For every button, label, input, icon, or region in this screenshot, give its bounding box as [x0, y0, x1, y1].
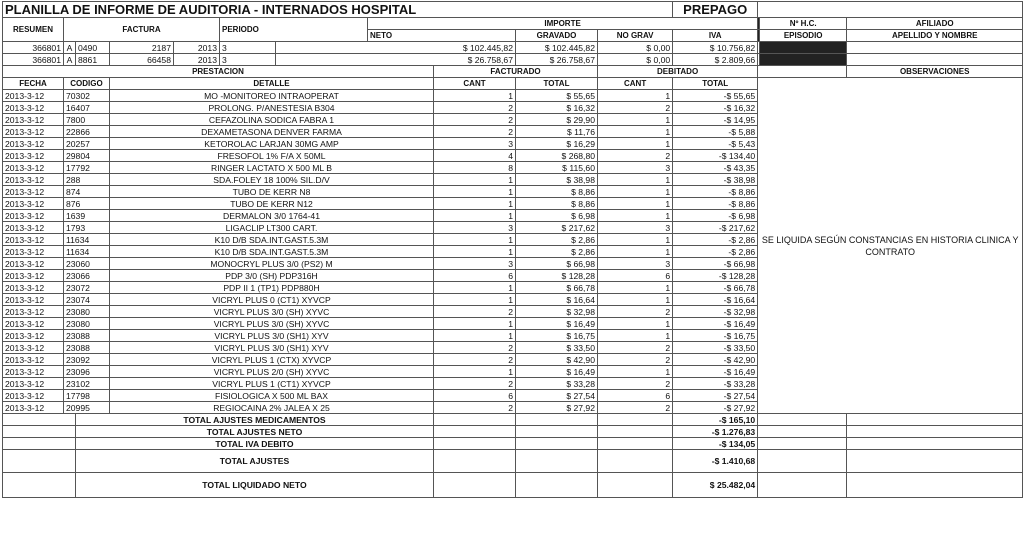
blank — [434, 414, 516, 426]
item-facturado-cant: 3 — [434, 138, 516, 150]
factura-header: FACTURA — [64, 18, 220, 42]
column-header-row — [3, 78, 1023, 90]
blank — [758, 473, 847, 498]
item-facturado-cant: 1 — [434, 282, 516, 294]
total-ajustes-medicamentos-label: TOTAL AJUSTES MEDICAMENTOS — [76, 414, 434, 426]
blank — [847, 473, 1023, 498]
prestacion-header: PRESTACION — [3, 66, 434, 78]
blank — [598, 414, 673, 426]
item-fecha: 2013-3-12 — [3, 162, 64, 174]
item-facturado-total: $ 2,86 — [516, 234, 598, 246]
invoice-month: 3 — [220, 54, 276, 66]
item-fecha: 2013-3-12 — [3, 390, 64, 402]
item-detalle: PDP 3/0 (SH) PDP316H — [110, 270, 434, 282]
item-detalle: KETOROLAC LARJAN 30MG AMP — [110, 138, 434, 150]
item-fecha: 2013-3-12 — [3, 378, 64, 390]
gravado-header: GRAVADO — [516, 30, 598, 42]
item-debitado-cant: 1 — [598, 366, 673, 378]
item-fecha: 2013-3-12 — [3, 102, 64, 114]
item-detalle: VICRYL PLUS 0 (CT1) XYVCP — [110, 294, 434, 306]
item-fecha: 2013-3-12 — [3, 342, 64, 354]
item-facturado-total: $ 27,54 — [516, 390, 598, 402]
item-fecha: 2013-3-12 — [3, 114, 64, 126]
item-facturado-total: $ 6,98 — [516, 210, 598, 222]
item-facturado-total: $ 16,49 — [516, 318, 598, 330]
invoice-row — [3, 54, 1023, 66]
invoice-nhc-blank — [847, 42, 1023, 54]
item-detalle: K10 D/B SDA.INT.GAST.5.3M — [110, 246, 434, 258]
item-codigo: 23066 — [64, 270, 110, 282]
item-detalle: VICRYL PLUS 2/0 (SH) XYVC — [110, 366, 434, 378]
apellido-header: APELLIDO Y NOMBRE — [847, 30, 1023, 42]
item-codigo: 23072 — [64, 282, 110, 294]
item-detalle: MONOCRYL PLUS 3/0 (PS2) M — [110, 258, 434, 270]
item-debitado-cant: 6 — [598, 390, 673, 402]
item-codigo: 876 — [64, 198, 110, 210]
invoice-year: 2013 — [174, 42, 220, 54]
header-row-1 — [3, 18, 1023, 30]
item-codigo: 7800 — [64, 114, 110, 126]
item-debitado-total: -$ 27,54 — [673, 390, 758, 402]
item-facturado-total: $ 27,92 — [516, 402, 598, 414]
total-liquidado-neto-label: TOTAL LIQUIDADO NETO — [76, 473, 434, 498]
item-debitado-total: -$ 5,88 — [673, 126, 758, 138]
item-facturado-total: $ 8,86 — [516, 198, 598, 210]
item-fecha: 2013-3-12 — [3, 150, 64, 162]
item-facturado-cant: 3 — [434, 258, 516, 270]
item-facturado-total: $ 8,86 — [516, 186, 598, 198]
blank — [516, 450, 598, 473]
invoice-type: A — [64, 54, 76, 66]
blank — [758, 450, 847, 473]
item-facturado-cant: 1 — [434, 246, 516, 258]
item-debitado-total: -$ 55,65 — [673, 90, 758, 102]
item-facturado-cant: 2 — [434, 354, 516, 366]
item-debitado-total: -$ 16,49 — [673, 318, 758, 330]
item-debitado-total: -$ 38,98 — [673, 174, 758, 186]
item-debitado-total: -$ 217,62 — [673, 222, 758, 234]
item-facturado-total: $ 2,86 — [516, 246, 598, 258]
invoice-point: 0490 — [76, 42, 110, 54]
invoice-number: 66458 — [110, 54, 174, 66]
observaciones-header: OBSERVACIONES — [847, 66, 1023, 78]
item-debitado-cant: 1 — [598, 138, 673, 150]
item-debitado-total: -$ 66,98 — [673, 258, 758, 270]
item-detalle: K10 D/B SDA.INT.GAST.5.3M — [110, 234, 434, 246]
invoice-neto: $ 26.758,67 — [276, 54, 516, 66]
blank — [434, 450, 516, 473]
item-debitado-cant: 2 — [598, 354, 673, 366]
item-facturado-total: $ 16,75 — [516, 330, 598, 342]
item-fecha: 2013-3-12 — [3, 138, 64, 150]
item-facturado-cant: 8 — [434, 162, 516, 174]
report-title: PLANILLA DE INFORME DE AUDITORIA - INTERNADOS HOSPITAL — [3, 2, 673, 18]
item-facturado-total: $ 268,80 — [516, 150, 598, 162]
item-debitado-cant: 1 — [598, 294, 673, 306]
resumen-header: RESUMEN — [3, 18, 64, 42]
item-facturado-cant: 1 — [434, 174, 516, 186]
item-debitado-cant: 1 — [598, 198, 673, 210]
item-codigo: 23096 — [64, 366, 110, 378]
item-codigo: 11634 — [64, 246, 110, 258]
blank — [3, 438, 76, 450]
item-detalle: VICRYL PLUS 1 (CT1) XYVCP — [110, 378, 434, 390]
item-debitado-cant: 2 — [598, 306, 673, 318]
blank — [516, 438, 598, 450]
item-codigo: 11634 — [64, 234, 110, 246]
item-facturado-total: $ 217,62 — [516, 222, 598, 234]
item-facturado-cant: 2 — [434, 306, 516, 318]
blank — [758, 414, 847, 426]
blank — [434, 426, 516, 438]
item-codigo: 17792 — [64, 162, 110, 174]
item-debitado-cant: 6 — [598, 270, 673, 282]
audit-report-sheet — [2, 1, 1023, 498]
item-debitado-cant: 1 — [598, 234, 673, 246]
item-facturado-cant: 1 — [434, 366, 516, 378]
item-detalle: SDA.FOLEY 18 100% SIL.D/V — [110, 174, 434, 186]
total-ajustes — [3, 450, 1023, 473]
item-codigo: 23102 — [64, 378, 110, 390]
item-codigo: 22866 — [64, 126, 110, 138]
afiliado-header: AFILIADO — [847, 18, 1023, 30]
total-ajustes-neto-value: -$ 1.276,83 — [673, 426, 758, 438]
item-fecha: 2013-3-12 — [3, 222, 64, 234]
item-debitado-total: -$ 33,50 — [673, 342, 758, 354]
invoice-number: 2187 — [110, 42, 174, 54]
item-facturado-cant: 1 — [434, 318, 516, 330]
item-debitado-cant: 3 — [598, 258, 673, 270]
plan-label: PREPAGO — [673, 2, 758, 18]
item-debitado-total: -$ 32,98 — [673, 306, 758, 318]
item-facturado-cant: 3 — [434, 222, 516, 234]
blank — [3, 426, 76, 438]
item-codigo: 23088 — [64, 330, 110, 342]
item-debitado-total: -$ 66,78 — [673, 282, 758, 294]
item-facturado-cant: 1 — [434, 210, 516, 222]
invoice-resumen: 366801 — [3, 42, 64, 54]
item-fecha: 2013-3-12 — [3, 198, 64, 210]
invoice-iva: $ 2.809,66 — [673, 54, 758, 66]
item-facturado-cant: 2 — [434, 102, 516, 114]
blank — [3, 450, 76, 473]
item-debitado-cant: 1 — [598, 126, 673, 138]
total-ajustes-label: TOTAL AJUSTES — [76, 450, 434, 473]
item-debitado-total: -$ 16,75 — [673, 330, 758, 342]
item-debitado-cant: 1 — [598, 246, 673, 258]
item-fecha: 2013-3-12 — [3, 258, 64, 270]
item-fecha: 2013-3-12 — [3, 354, 64, 366]
item-detalle: DERMALON 3/0 1764-41 — [110, 210, 434, 222]
item-facturado-cant: 2 — [434, 402, 516, 414]
item-fecha: 2013-3-12 — [3, 186, 64, 198]
item-facturado-total: $ 29,90 — [516, 114, 598, 126]
item-facturado-total: $ 16,29 — [516, 138, 598, 150]
observation-text: SE LIQUIDA SEGÚN CONSTANCIAS EN HISTORIA CLINICA Y CONTRATO — [758, 78, 1023, 414]
invoice-gravado: $ 26.758,67 — [516, 54, 598, 66]
item-debitado-total: -$ 16,49 — [673, 366, 758, 378]
item-detalle: VICRYL PLUS 3/0 (SH1) XYV — [110, 342, 434, 354]
item-facturado-total: $ 11,76 — [516, 126, 598, 138]
item-codigo: 20995 — [64, 402, 110, 414]
item-facturado-cant: 1 — [434, 234, 516, 246]
item-codigo: 16407 — [64, 102, 110, 114]
item-debitado-cant: 2 — [598, 378, 673, 390]
item-debitado-total: -$ 14,95 — [673, 114, 758, 126]
total-liquidado-neto — [3, 473, 1023, 498]
item-codigo: 20257 — [64, 138, 110, 150]
item-facturado-cant: 2 — [434, 114, 516, 126]
item-fecha: 2013-3-12 — [3, 246, 64, 258]
item-detalle: LIGACLIP LT300 CART. — [110, 222, 434, 234]
item-debitado-cant: 1 — [598, 210, 673, 222]
blank — [847, 414, 1023, 426]
item-debitado-total: -$ 6,98 — [673, 210, 758, 222]
item-debitado-cant: 2 — [598, 150, 673, 162]
item-facturado-total: $ 16,32 — [516, 102, 598, 114]
item-facturado-cant: 1 — [434, 90, 516, 102]
total-iva-debito — [3, 438, 1023, 450]
item-fecha: 2013-3-12 — [3, 318, 64, 330]
codigo-header: CODIGO — [64, 78, 110, 90]
item-facturado-total: $ 55,65 — [516, 90, 598, 102]
blank — [758, 426, 847, 438]
item-debitado-total: -$ 16,32 — [673, 102, 758, 114]
item-facturado-total: $ 33,28 — [516, 378, 598, 390]
item-debitado-total: -$ 8,86 — [673, 198, 758, 210]
item-detalle: FISIOLOGICA X 500 ML BAX — [110, 390, 434, 402]
total-iva-debito-value: -$ 134,05 — [673, 438, 758, 450]
total-iva-debito-label: TOTAL IVA DEBITO — [76, 438, 434, 450]
item-detalle: VICRYL PLUS 3/0 (SH) XYVC — [110, 306, 434, 318]
blank — [847, 438, 1023, 450]
item-facturado-cant: 2 — [434, 342, 516, 354]
title-blank — [758, 2, 1023, 18]
item-debitado-total: -$ 134,40 — [673, 150, 758, 162]
item-detalle: VICRYL PLUS 3/0 (SH) XYVC — [110, 318, 434, 330]
item-codigo: 1793 — [64, 222, 110, 234]
item-facturado-total: $ 16,49 — [516, 366, 598, 378]
item-fecha: 2013-3-12 — [3, 210, 64, 222]
item-codigo: 288 — [64, 174, 110, 186]
item-codigo: 23060 — [64, 258, 110, 270]
item-codigo: 23092 — [64, 354, 110, 366]
blank — [847, 450, 1023, 473]
total-ajustes-neto — [3, 426, 1023, 438]
total-liquidado-neto-value: $ 25.482,04 — [673, 473, 758, 498]
item-debitado-cant: 1 — [598, 114, 673, 126]
invoice-resumen: 366801 — [3, 54, 64, 66]
item-detalle: TUBO DE KERR N8 — [110, 186, 434, 198]
item-codigo: 874 — [64, 186, 110, 198]
item-debitado-cant: 1 — [598, 186, 673, 198]
item-debitado-cant: 2 — [598, 402, 673, 414]
item-detalle: CEFAZOLINA SODICA FABRA 1 — [110, 114, 434, 126]
item-debitado-total: -$ 43,35 — [673, 162, 758, 174]
item-detalle: TUBO DE KERR N12 — [110, 198, 434, 210]
blank — [847, 426, 1023, 438]
item-debitado-total: -$ 5,43 — [673, 138, 758, 150]
facturado-header: FACTURADO — [434, 66, 598, 78]
item-facturado-total: $ 33,50 — [516, 342, 598, 354]
nhc-header: Nº H.C. — [760, 18, 847, 30]
facturado-total-header: TOTAL — [516, 78, 598, 90]
item-debitado-cant: 1 — [598, 90, 673, 102]
title-row — [3, 2, 1023, 18]
item-facturado-total: $ 42,90 — [516, 354, 598, 366]
item-detalle: PDP II 1 (TP1) PDP880H — [110, 282, 434, 294]
item-facturado-cant: 4 — [434, 150, 516, 162]
item-facturado-cant: 6 — [434, 390, 516, 402]
blank — [598, 473, 673, 498]
item-debitado-total: -$ 2,86 — [673, 246, 758, 258]
episodio-header: EPISODIO — [760, 30, 847, 42]
total-ajustes-neto-label: TOTAL AJUSTES NETO — [76, 426, 434, 438]
dark-separator — [760, 42, 847, 54]
item-debitado-total: -$ 33,28 — [673, 378, 758, 390]
invoice-no-grav: $ 0,00 — [598, 42, 673, 54]
item-facturado-cant: 2 — [434, 126, 516, 138]
item-detalle: FRESOFOL 1% F/A X 50ML — [110, 150, 434, 162]
fecha-header: FECHA — [3, 78, 64, 90]
item-codigo: 23074 — [64, 294, 110, 306]
item-facturado-cant: 6 — [434, 270, 516, 282]
item-facturado-total: $ 16,64 — [516, 294, 598, 306]
item-facturado-total: $ 128,28 — [516, 270, 598, 282]
item-debitado-cant: 3 — [598, 222, 673, 234]
total-ajustes-medicamentos — [3, 414, 1023, 426]
invoice-month: 3 — [220, 42, 276, 54]
item-debitado-cant: 1 — [598, 318, 673, 330]
item-fecha: 2013-3-12 — [3, 306, 64, 318]
total-ajustes-medicamentos-value: -$ 165,10 — [673, 414, 758, 426]
item-facturado-cant: 1 — [434, 294, 516, 306]
item-fecha: 2013-3-12 — [3, 366, 64, 378]
blank — [758, 438, 847, 450]
blank — [516, 426, 598, 438]
item-fecha: 2013-3-12 — [3, 90, 64, 102]
total-ajustes-value: -$ 1.410,68 — [673, 450, 758, 473]
invoice-year: 2013 — [174, 54, 220, 66]
item-debitado-total: -$ 2,86 — [673, 234, 758, 246]
invoice-no-grav: $ 0,00 — [598, 54, 673, 66]
item-debitado-total: -$ 128,28 — [673, 270, 758, 282]
blank — [516, 414, 598, 426]
item-codigo: 23080 — [64, 306, 110, 318]
item-debitado-cant: 1 — [598, 174, 673, 186]
item-facturado-cant: 1 — [434, 186, 516, 198]
invoice-nhc-blank — [847, 54, 1023, 66]
item-fecha: 2013-3-12 — [3, 126, 64, 138]
item-fecha: 2013-3-12 — [3, 270, 64, 282]
item-facturado-total: $ 66,98 — [516, 258, 598, 270]
debitado-cant-header: CANT — [598, 78, 673, 90]
item-codigo: 29804 — [64, 150, 110, 162]
blank — [598, 450, 673, 473]
item-detalle: RINGER LACTATO X 500 ML B — [110, 162, 434, 174]
item-codigo: 1639 — [64, 210, 110, 222]
periodo-header: PERIODO — [220, 18, 368, 42]
no-grav-header: NO GRAV — [598, 30, 673, 42]
item-debitado-total: -$ 42,90 — [673, 354, 758, 366]
item-debitado-total: -$ 27,92 — [673, 402, 758, 414]
blank — [516, 473, 598, 498]
item-detalle: REGIOCAINA 2% JALEA X 25 — [110, 402, 434, 414]
invoice-gravado: $ 102.445,82 — [516, 42, 598, 54]
item-detalle: MO -MONITOREO INTRAOPERAT — [110, 90, 434, 102]
item-facturado-cant: 2 — [434, 378, 516, 390]
invoice-row — [3, 42, 1023, 54]
dark-separator — [760, 54, 847, 66]
item-facturado-total: $ 32,98 — [516, 306, 598, 318]
item-facturado-cant: 1 — [434, 330, 516, 342]
item-debitado-cant: 2 — [598, 102, 673, 114]
blank — [598, 438, 673, 450]
blank — [758, 66, 847, 78]
invoice-type: A — [64, 42, 76, 54]
item-detalle: DEXAMETASONA DENVER FARMA — [110, 126, 434, 138]
iva-header: IVA — [673, 30, 758, 42]
item-fecha: 2013-3-12 — [3, 402, 64, 414]
invoice-neto: $ 102.445,82 — [276, 42, 516, 54]
item-debitado-cant: 3 — [598, 162, 673, 174]
item-detalle: PROLONG. P/ANESTESIA B304 — [110, 102, 434, 114]
item-codigo: 70302 — [64, 90, 110, 102]
blank — [3, 414, 76, 426]
debitado-header: DEBITADO — [598, 66, 758, 78]
blank — [434, 438, 516, 450]
item-detalle: VICRYL PLUS 1 (CTX) XYVCP — [110, 354, 434, 366]
item-fecha: 2013-3-12 — [3, 234, 64, 246]
detalle-header: DETALLE — [110, 78, 434, 90]
neto-header: NETO — [368, 30, 516, 42]
item-codigo: 23080 — [64, 318, 110, 330]
item-facturado-total: $ 115,60 — [516, 162, 598, 174]
item-fecha: 2013-3-12 — [3, 294, 64, 306]
item-facturado-total: $ 66,78 — [516, 282, 598, 294]
blank — [598, 426, 673, 438]
item-debitado-cant: 1 — [598, 282, 673, 294]
item-facturado-cant: 1 — [434, 198, 516, 210]
section-header-row — [3, 66, 1023, 78]
blank — [434, 473, 516, 498]
item-debitado-total: -$ 8,86 — [673, 186, 758, 198]
item-fecha: 2013-3-12 — [3, 282, 64, 294]
item-codigo: 23088 — [64, 342, 110, 354]
invoice-point: 8861 — [76, 54, 110, 66]
debitado-total-header: TOTAL — [673, 78, 758, 90]
item-debitado-total: -$ 16,64 — [673, 294, 758, 306]
item-fecha: 2013-3-12 — [3, 330, 64, 342]
item-debitado-cant: 2 — [598, 342, 673, 354]
item-fecha: 2013-3-12 — [3, 174, 64, 186]
item-debitado-cant: 1 — [598, 330, 673, 342]
item-codigo: 17798 — [64, 390, 110, 402]
item-detalle: VICRYL PLUS 3/0 (SH1) XYV — [110, 330, 434, 342]
importe-header: IMPORTE — [368, 18, 758, 30]
blank — [3, 473, 76, 498]
invoice-iva: $ 10.756,82 — [673, 42, 758, 54]
item-facturado-total: $ 38,98 — [516, 174, 598, 186]
facturado-cant-header: CANT — [434, 78, 516, 90]
